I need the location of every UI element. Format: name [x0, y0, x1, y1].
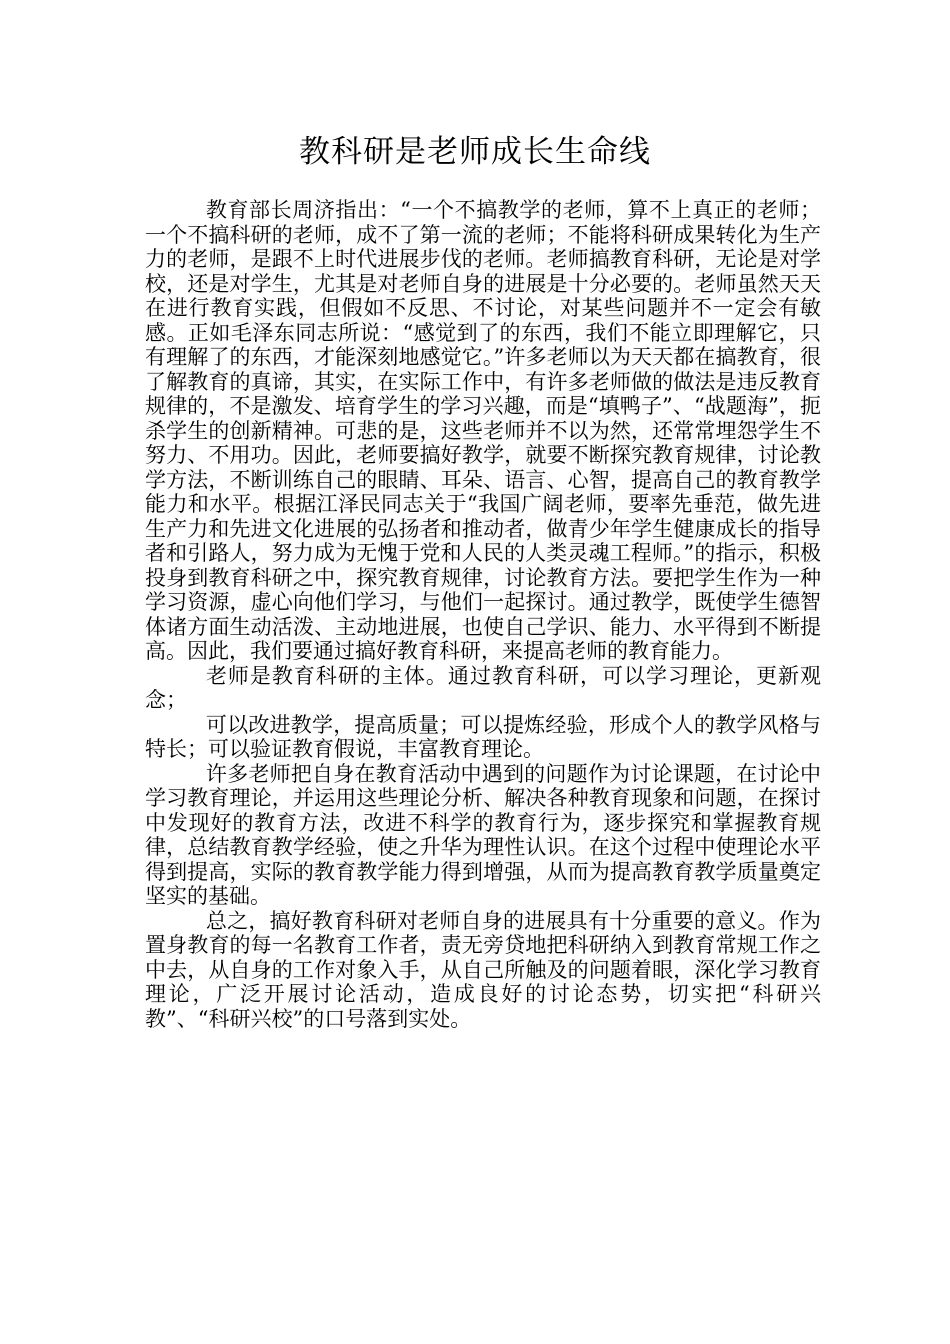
document-title: 教科研是老师成长生命线 [299, 134, 651, 170]
paragraph-5: 总之，搞好教育科研对老师自身的进展具有十分重要的意义。作为置身教育的每一名教育工作者，责无旁贷地把科研纳入到教育常规工作之中去，从自身的工作对象入手，从自己所触及的问题着眼，深化学习教育理论，广泛开展讨论活动，造成良好的讨论态势，切实把“科研兴教”、“科研兴校”的口号落到实处。 [145, 908, 821, 1031]
paragraph-4: 许多老师把自身在教育活动中遇到的问题作为讨论课题，在讨论中学习教育理论，并运用这些理论分析、解决各种教育现象和问题，在探讨中发现好的教育方法，改进不科学的教育行为，逐步探究和掌握教育规律，总结教育教学经验，使之升华为理性认识。在这个过程中使理论水平得到提高，实际的教育教学能力得到增强，从而为提高教育教学质量奠定坚实的基础。 [145, 761, 821, 908]
document-body [145, 198, 821, 1031]
paragraph-3: 可以改进教学，提高质量；可以提炼经验，形成个人的教学风格与特长；可以验证教育假说，丰富教育理论。 [145, 712, 821, 761]
paragraph-2: 老师是教育科研的主体。通过教育科研，可以学习理论，更新观念； [145, 663, 821, 712]
paragraph-1: 教育部长周济指出：“一个不搞教学的老师，算不上真正的老师；一个不搞科研的老师，成不了第一流的老师；不能将科研成果转化为生产力的老师，是跟不上时代进展步伐的老师。老师搞教育科研，无论是对学校，还是对学生，尤其是对老师自身的进展是十分必要的。老师虽然天天在进行教育实践，但假如不反思、不讨论，对某些问题并不一定会有敏感。正如毛泽东同志所说：“感觉到了的东西，我们不能立即理解它，只有理解了的东西，才能深刻地感觉它。”许多老师以为天天都在搞教育，很了解教育的真谛，其实，在实际工作中，有许多老师做的做法是违反教育规律的，不是激发、培育学生的学习兴趣，而是“填鸭子”、“战题海”，扼杀学生的创新精神。可悲的是，这些老师并不以为然，还常常埋怨学生不努力、不用功。因此，老师要搞好教学，就要不断探究教育规律，讨论教学方法，不断训练自己的眼睛、耳朵、语言、心智，提高自己的教育教学能力和水平。根据江泽民同志关于“我国广阔老师，要率先垂范，做先进生产力和先进文化进展的弘扬者和推动者，做青少年学生健康成长的指导者和引路人，努力成为无愧于党和人民的人类灵魂工程师。”的指示，积极投身到教育科研之中，探究教育规律，讨论教育方法。要把学生作为一种学习资源，虚心向他们学习，与他们一起探讨。通过教学，既使学生德智体诸方面生动活泼、主动地进展，也使自己学识、能力、水平得到不断提高。因此，我们要通过搞好教育科研，来提高老师的教育能力。 [145, 198, 821, 663]
